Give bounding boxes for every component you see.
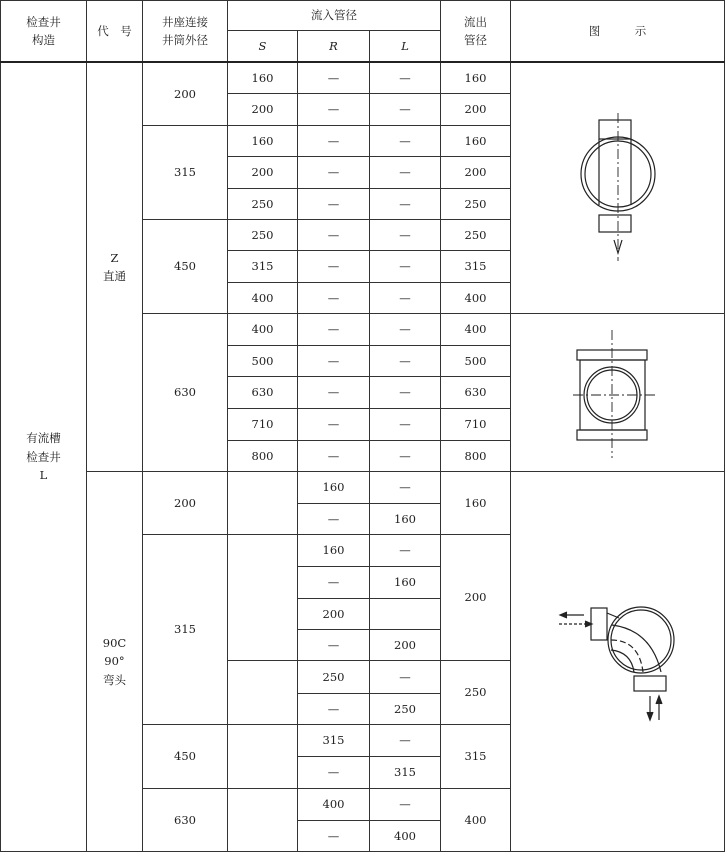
inflow-s (228, 788, 298, 852)
inflow-l: — (370, 314, 441, 346)
header-inflow-r: R (298, 31, 370, 63)
inflow-r: — (298, 282, 370, 313)
outflow-diameter: 250 (441, 219, 511, 250)
inflow-r: — (298, 377, 370, 409)
header-outflow: 流出 管径 (441, 1, 511, 63)
inflow-r: — (298, 503, 370, 534)
inflow-r: — (298, 188, 370, 219)
base-diameter: 315 (143, 125, 228, 219)
inflow-s: 160 (228, 62, 298, 94)
inflow-l: 315 (370, 757, 441, 788)
inflow-r: 250 (298, 661, 370, 693)
inflow-s: 500 (228, 345, 298, 377)
inflow-s (228, 472, 298, 535)
inflow-s: 400 (228, 282, 298, 313)
inflow-l: — (370, 788, 441, 820)
inflow-s: 160 (228, 125, 298, 156)
inflow-r: — (298, 251, 370, 282)
outflow-diameter: 800 (441, 440, 511, 472)
code-straight: Z 直通 (87, 62, 143, 472)
inflow-r: — (298, 314, 370, 346)
inflow-l: — (370, 282, 441, 313)
base-diameter: 200 (143, 472, 228, 535)
outflow-diameter: 200 (441, 157, 511, 188)
inflow-r: 160 (298, 472, 370, 503)
inflow-l: — (370, 219, 441, 250)
outflow-diameter: 400 (441, 314, 511, 346)
cross-fitting-drawing (511, 314, 724, 471)
inflow-r: — (298, 345, 370, 377)
inflow-l: — (370, 62, 441, 94)
inflow-l: — (370, 661, 441, 693)
inflow-l: 160 (370, 567, 441, 598)
outflow-diameter: 160 (441, 125, 511, 156)
inflow-r: — (298, 757, 370, 788)
structure-label: 有流槽 检查井 L (1, 62, 87, 852)
header-inflow: 流入管径 (228, 1, 441, 31)
inflow-s: 800 (228, 440, 298, 472)
header-inflow-l: L (370, 31, 441, 63)
inflow-s: 250 (228, 188, 298, 219)
inflow-l: — (370, 472, 441, 503)
inflow-l: 160 (370, 503, 441, 534)
inflow-l: — (370, 125, 441, 156)
header-figure: 图 示 (511, 1, 725, 63)
base-diameter: 315 (143, 534, 228, 724)
figure-cell (511, 472, 725, 852)
outflow-diameter: 400 (441, 788, 511, 852)
code-elbow: 90C 90° 弯头 (87, 472, 143, 852)
outflow-diameter: 710 (441, 408, 511, 440)
base-diameter: 630 (143, 788, 228, 852)
inflow-r: — (298, 125, 370, 156)
header-base-diameter: 井座连接 井筒外径 (143, 1, 228, 63)
inflow-s: 315 (228, 251, 298, 282)
inflow-r: — (298, 157, 370, 188)
inflow-s: 250 (228, 219, 298, 250)
inflow-l: — (370, 94, 441, 125)
header-inflow-s: S (228, 31, 298, 63)
figure-cell (511, 314, 725, 472)
inflow-r: — (298, 820, 370, 851)
outflow-diameter: 250 (441, 188, 511, 219)
outflow-diameter: 630 (441, 377, 511, 409)
base-diameter: 630 (143, 314, 228, 472)
inflow-r: 200 (298, 598, 370, 629)
straight-through-fitting-drawing (511, 63, 724, 311)
base-diameter: 450 (143, 219, 228, 313)
outflow-diameter: 160 (441, 472, 511, 535)
inflow-l: — (370, 408, 441, 440)
figure-cell (511, 62, 725, 314)
elbow-90-fitting-drawing (511, 472, 724, 851)
inflow-s (228, 661, 298, 725)
inflow-s: 200 (228, 157, 298, 188)
inflow-l: 400 (370, 820, 441, 851)
inflow-s: 630 (228, 377, 298, 409)
inflow-r: — (298, 408, 370, 440)
inflow-l: — (370, 377, 441, 409)
base-diameter: 200 (143, 62, 228, 125)
inflow-l: — (370, 251, 441, 282)
inflow-r: — (298, 693, 370, 724)
inflow-l: — (370, 534, 441, 566)
inflow-s: 710 (228, 408, 298, 440)
inflow-r: — (298, 219, 370, 250)
inflow-l: 200 (370, 629, 441, 660)
inflow-r: — (298, 94, 370, 125)
inflow-l (370, 598, 441, 629)
outflow-diameter: 315 (441, 724, 511, 788)
outflow-diameter: 315 (441, 251, 511, 282)
inflow-r: 400 (298, 788, 370, 820)
inflow-r: — (298, 440, 370, 472)
inflow-s: 200 (228, 94, 298, 125)
inflow-s (228, 724, 298, 788)
inflow-l: — (370, 440, 441, 472)
header-structure: 检查井 构造 (1, 1, 87, 63)
inflow-l: — (370, 157, 441, 188)
inflow-r: 160 (298, 534, 370, 566)
inflow-l: — (370, 188, 441, 219)
base-diameter: 450 (143, 724, 228, 788)
inflow-s: 400 (228, 314, 298, 346)
outflow-diameter: 200 (441, 94, 511, 125)
outflow-diameter: 160 (441, 62, 511, 94)
table-row (1, 62, 725, 94)
inflow-r: — (298, 62, 370, 94)
inflow-s (228, 534, 298, 660)
inflow-r: — (298, 629, 370, 660)
outflow-diameter: 200 (441, 534, 511, 660)
table-row (1, 472, 725, 503)
inflow-r: 315 (298, 724, 370, 756)
outflow-diameter: 400 (441, 282, 511, 313)
outflow-diameter: 250 (441, 661, 511, 725)
inflow-l: — (370, 345, 441, 377)
inflow-r: — (298, 567, 370, 598)
inflow-l: — (370, 724, 441, 756)
inflow-l: 250 (370, 693, 441, 724)
outflow-diameter: 500 (441, 345, 511, 377)
header-code: 代 号 (87, 1, 143, 63)
